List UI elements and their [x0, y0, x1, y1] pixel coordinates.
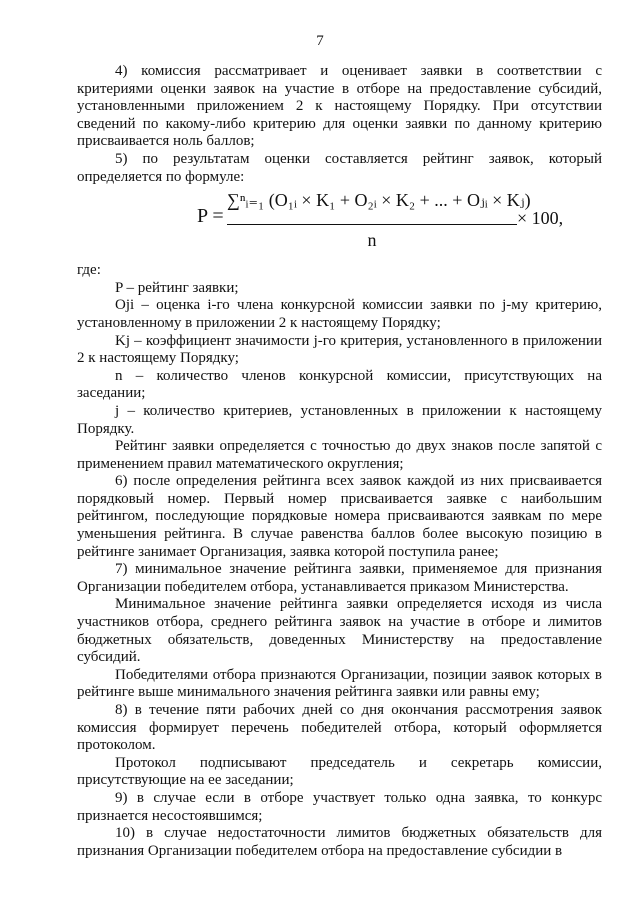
rating-formula [77, 188, 602, 258]
definition-n: n – количество членов конкурсной комиссии, присутствующих на заседании; [77, 367, 602, 402]
formula-denominator: n [367, 230, 377, 251]
protocol-paragraph: Протокол подписывают председатель и секретарь комиссии, присутствующие на ее заседании; [77, 754, 602, 789]
document-body [77, 63, 602, 860]
paragraph-item-8: 8) в течение пяти рабочих дней со дня окончания рассмотрения заявок комиссия формирует перечень победителей отбора, который оформляется протоколом. [77, 702, 602, 754]
definition-p: P – рейтинг заявки; [115, 279, 239, 296]
paragraph-item-6: 6) после определения рейтинга всех заявок каждой из них присваивается порядковый номер. Первый номер присваивается заявке с наибольшим рейтингом, последующие порядковые номера присваиваются заявкам по мере уменьшения рейтинга. В случае равенства баллов более высокую позицию в рейтинге занимает Организация, заявка которой поступила ранее; [77, 473, 602, 560]
paragraph-item-10: 10) в случае недостаточности лимитов бюджетных обязательств для признания Организации победителем отбора на предоставление субсидии в [77, 825, 602, 859]
formula-where-label: где: [77, 262, 101, 279]
formula-multiplier: × 100, [517, 208, 564, 229]
rating-precision-paragraph: Рейтинг заявки определяется с точностью до двух знаков после запятой с применением правил математического округления; [77, 438, 602, 472]
paragraph-item-7: 7) минимальное значение рейтинга заявки, применяемое для признания Организации победителем отбора, устанавливается приказом Министерства. [77, 561, 602, 595]
formula-numerator: ∑ⁿᵢ₌₁ (O₁ᵢ × K₁ + O₂ᵢ × K₂ + ... + Oⱼᵢ × Kⱼ) [227, 190, 531, 211]
winners-paragraph: Победителями отбора признаются Организации, позиции заявок которых в рейтинге выше минимального значения рейтинга заявки или равны ему; [77, 666, 602, 701]
formula-lhs: P = [197, 205, 224, 228]
definition-kj: Kj – коэффициент значимости j-го критерия, установленного в приложении 2 к настоящему Порядку; [77, 332, 602, 367]
minimum-rating-paragraph: Минимальное значение рейтинга заявки определяется исходя из числа участников отбора, среднего рейтинга заявок на участие в отборе и лимитов бюджетных обязательств, доведенных Министерству на предоставление субсидий. [77, 596, 602, 666]
definition-j: j – количество критериев, установленных в приложении к настоящему Порядку. [77, 402, 602, 437]
formula-fraction-line [227, 224, 517, 225]
definition-oji: Oji – оценка i-го члена конкурсной комиссии заявки по j-му критерию, установленному в приложении 2 к настоящему Порядку; [77, 297, 602, 331]
paragraph-item-9: 9) в случае если в отборе участвует только одна заявка, то конкурс признается несостоявшимся; [77, 789, 602, 824]
paragraph-item-4: 4) комиссия рассматривает и оценивает заявки в соответствии с критериями оценки заявок на участие в отборе на предоставление субсидий, установленными приложением 2 к настоящему Порядку. При отсутствии сведений по какому-либо критерию для оценки заявки по данному критерию присваивается ноль баллов; [77, 63, 602, 150]
paragraph-item-5: 5) по результатам оценки составляется рейтинг заявок, который определяется по формуле: [77, 150, 602, 185]
page-number: 7 [316, 33, 324, 49]
